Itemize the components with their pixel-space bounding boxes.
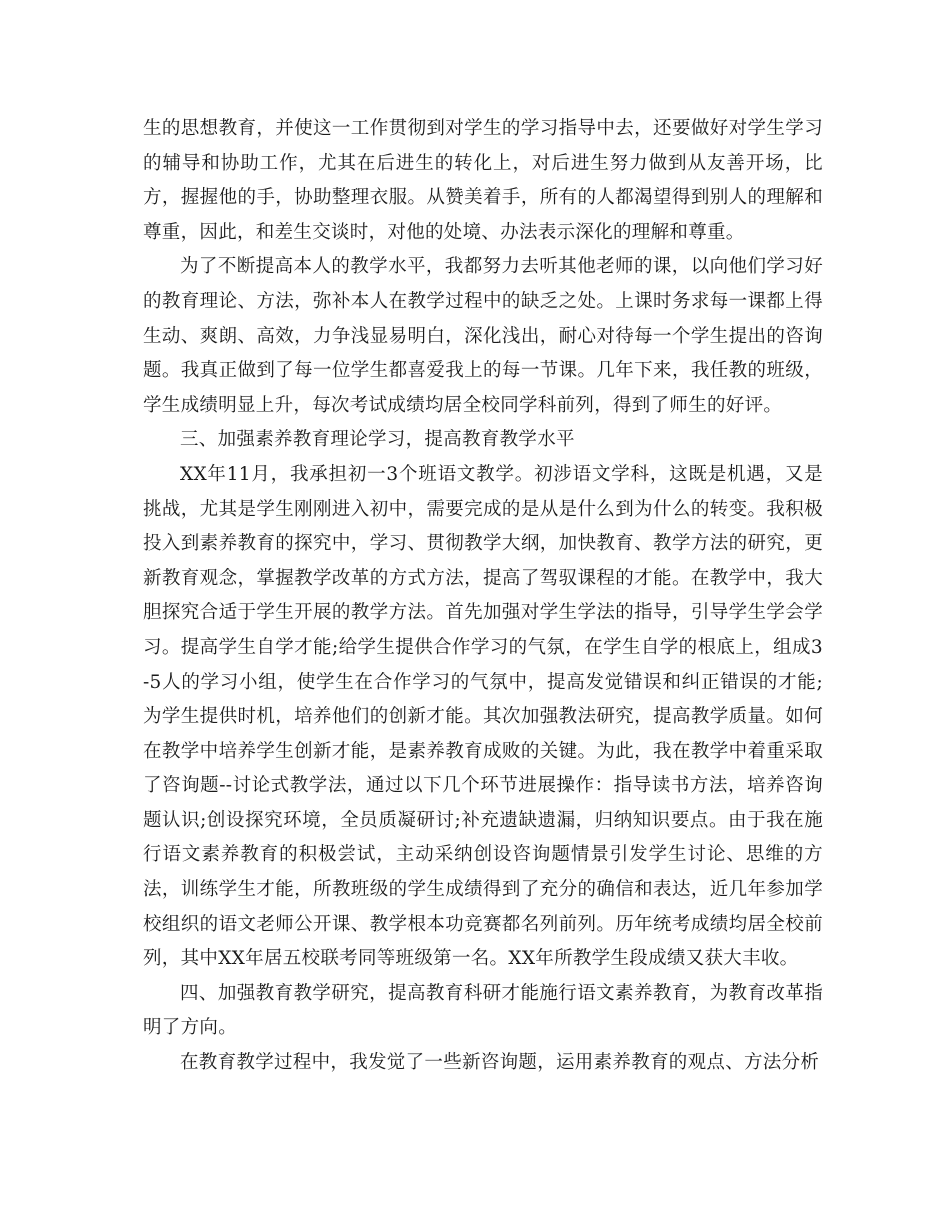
section-heading-3: 三、加强素养教育理论学习，提高教育教学水平 xyxy=(180,429,575,451)
document-body xyxy=(143,112,823,1081)
paragraph-research: 在教育教学过程中，我发觉了一些新咨询题，运用素养教育的观点、方法分析 xyxy=(180,1052,820,1074)
paragraph-teaching-level: 为了不断提高本人的教学水平，我都努力去听其他老师的课，以向他们学习好的教育理论、方法，弥补本人在教学过程中的缺乏之处。上课时务求每一课都上得生动、爽朗、高效，力争浅显易明白，深化浅出，耐心对待每一个学生提出的咨询题。我真正做到了每一位学生都喜爱我上的每一节课。几年下来，我任教的班级，学生成绩明显上升，每次考试成绩均居全校同学科前列，得到了师生的好评。 xyxy=(143,256,823,416)
paragraph-chinese-teaching: XX年11月，我承担初一3个班语文教学。初涉语文学科，这既是机遇，又是挑战，尤其是学生刚刚进入初中，需要完成的是从是什么到为什么的转变。我积极投入到素养教育的探究中，学习、贯彻教学大纲，加快教育、教学方法的研究，更新教育观念，掌握教学改革的方式方法，提高了驾驭课程的才能。在教学中，我大胆探究合适于学生开展的教学方法。首先加强对学生学法的指导，引导学生学会学习。提高学生自学才能;给学生提供合作学习的气氛，在学生自学的根底上，组成3-5人的学习小组，使学生在合作学习的气氛中，提高发觉错误和纠正错误的才能;为学生提供时机，培养他们的创新才能。其次加强教法研究，提高教学质量。如何在教学中培养学生创新才能，是素养教育成败的关键。为此，我在教学中着重采取了咨询题--讨论式教学法，通过以下几个环节进展操作：指导读书方法，培养咨询题认识;创设探究环境，全员质凝研讨;补充遗缺遗漏，归纳知识要点。由于我在施行语文素养教育的积极尝试，主动采纳创设咨询题情景引发学生讨论、思维的方法，训练学生才能，所教班级的学生成绩得到了充分的确信和表达，近几年参加学校组织的语文老师公开课、教学根本功竞赛都名列前列。历年统考成绩均居全校前列，其中XX年居五校联考同等班级第一名。XX年所教学生段成绩又获大丰收。 xyxy=(143,463,823,970)
section-heading-4: 四、加强教育教学研究，提高教育科研才能施行语文素养教育，为教育改革指明了方向。 xyxy=(143,982,823,1039)
paragraph-continuation: 生的思想教育，并使这一工作贯彻到对学生的学习指导中去，还要做好对学生学习的辅导和协助工作，尤其在后进生的转化上，对后进生努力做到从友善开场，比方，握握他的手，协助整理衣服。从赞美着手，所有的人都渴望得到别人的理解和尊重，因此，和差生交谈时，对他的处境、办法表示深化的理解和尊重。 xyxy=(143,118,823,243)
